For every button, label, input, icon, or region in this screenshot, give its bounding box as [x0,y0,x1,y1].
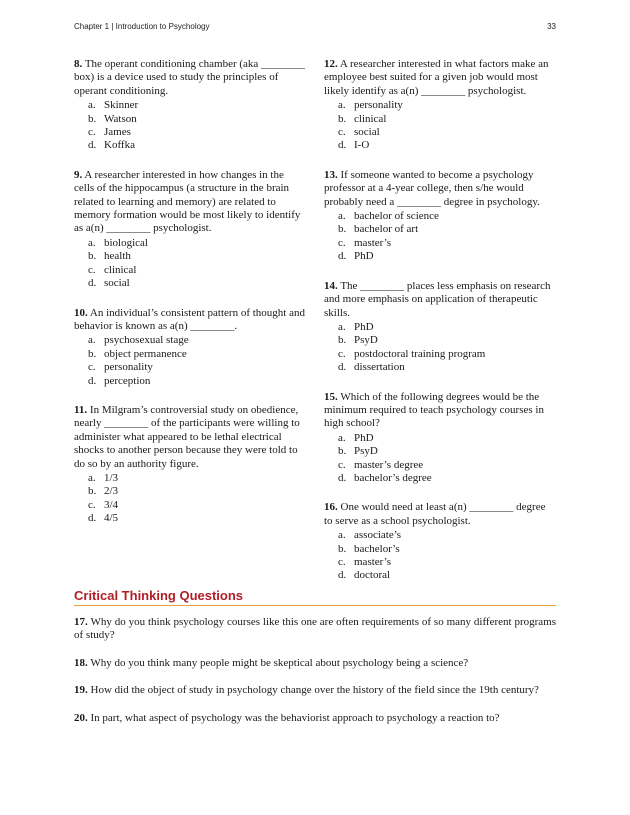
answer-option [324,361,556,374]
option-text: dissertation [354,361,405,374]
question-text: A researcher interested in what factors make an employee best suited for a given job would most likely identify as a(n) ________ psychologist. [324,58,549,97]
critical-question-17 [74,616,556,643]
section-heading: Critical Thinking Questions [74,588,556,606]
question-number: 11. [74,403,88,416]
option-text: personality [354,99,403,112]
option-letter: d. [338,361,347,374]
question-stem [324,280,556,320]
question-number: 20. [74,711,88,724]
question-stem [324,391,556,431]
option-letter: b. [338,445,347,458]
question-12 [324,58,556,153]
option-text: perception [104,374,151,387]
answer-option [324,334,556,347]
option-letter: c. [338,126,346,139]
option-letter: a. [338,320,346,333]
answer-option [324,99,556,112]
answer-option [74,499,306,512]
question-stem [74,404,306,471]
option-text: 4/5 [104,512,119,525]
question-number: 15. [324,390,338,403]
question-15 [324,391,556,486]
option-letter: b. [338,112,347,125]
question-number: 17. [74,616,88,628]
answer-options [74,99,306,153]
answer-option [324,459,556,472]
option-text: health [104,250,131,263]
answer-option [324,237,556,250]
option-letter: c. [88,126,96,139]
answer-option [324,250,556,263]
question-10 [74,307,306,388]
answer-option [324,543,556,556]
answer-option [324,472,556,485]
answer-option [324,223,556,236]
option-text: doctoral [354,569,391,582]
answer-option [74,277,306,290]
option-text: social [104,277,130,290]
option-letter: a. [338,99,346,112]
option-text: PhD [354,320,374,333]
question-stem [74,169,306,236]
answer-option [74,139,306,152]
answer-option [74,237,306,250]
option-letter: b. [338,542,347,555]
option-text: clinical [354,112,387,125]
question-number: 18. [74,656,88,669]
option-text: master’s [354,556,392,568]
answer-option [74,472,306,485]
question-number: 14. [324,279,338,292]
option-letter: c. [88,498,96,511]
critical-question-19 [74,684,556,697]
option-text: bachelor of art [354,223,419,236]
answer-option [74,99,306,112]
answer-option [74,250,306,263]
option-letter: a. [88,236,96,249]
option-text: PsyD [354,445,378,458]
answer-option [74,361,306,374]
question-text: A researcher interested in how changes in the cells of the hippocampus (a structure in the brain related to learning and memory) are related to memory formation would be most likely to identify as a(n) ________ psychologist. [74,168,301,235]
option-text: master’s [354,236,392,249]
option-text: bachelor’s [354,542,400,555]
option-letter: a. [338,529,346,542]
option-text: PhD [354,250,374,263]
option-letter: b. [88,250,97,263]
question-9 [74,169,306,291]
question-text: Which of the following degrees would be the minimum required to teach psychology courses in high school? [324,390,544,430]
option-letter: b. [88,112,97,125]
answer-option [324,139,556,152]
critical-thinking-section [74,588,556,725]
answer-options [324,321,556,375]
answer-option [74,348,306,361]
answer-option [324,529,556,542]
option-text: bachelor of science [354,210,439,223]
question-stem [74,58,306,98]
option-text: social [354,126,380,139]
question-number: 12. [324,58,338,70]
question-11 [74,404,306,526]
answer-option [324,348,556,361]
option-letter: d. [88,512,97,525]
question-stem [74,307,306,334]
option-letter: d. [338,139,347,152]
question-text: How did the object of study in psychology change over the history of the field since the 19th century? [90,684,539,697]
answer-options [324,529,556,583]
option-text: 3/4 [104,498,119,511]
option-text: object permanence [104,347,187,360]
answer-option [324,445,556,458]
answer-option [74,264,306,277]
answer-options [324,432,556,486]
question-stem [324,501,556,528]
question-text: The operant conditioning chamber (aka ________ box) is a device used to study the principles of operant conditioning. [74,58,306,97]
answer-options [74,334,306,388]
question-stem [324,169,556,209]
answer-option [324,569,556,582]
answer-option [324,210,556,223]
question-8 [74,58,306,153]
critical-question-18 [74,657,556,670]
question-14 [324,280,556,375]
question-text: One would need at least a(n) ________ degree to serve as a school psychologist. [324,501,546,527]
option-letter: b. [338,223,347,236]
answer-option [324,432,556,445]
chapter-title: Chapter 1 | Introduction to Psychology [74,22,210,31]
answer-option [74,113,306,126]
answer-option [74,375,306,388]
question-text: In part, what aspect of psychology was the behaviorist approach to psychology a reaction to? [90,711,500,724]
question-text: The ________ places less emphasis on research and more emphasis on application of therapeutic skills. [324,279,551,319]
question-text: In Milgram’s controversial study on obedience, nearly ________ of the participants were willing to administer what appeared to be lethal electrical shocks to another person because they were told to do so by an authority figure. [74,403,300,470]
page-number: 33 [547,22,556,31]
option-letter: d. [338,250,347,263]
question-text: An individual’s consistent pattern of thought and behavior is known as a(n) ________. [74,306,305,332]
option-text: PhD [354,431,374,444]
answer-option [324,126,556,139]
option-text: psychosexual stage [104,334,189,347]
option-letter: d. [88,374,97,387]
answer-option [324,113,556,126]
option-text: clinical [104,263,137,276]
question-number: 13. [324,168,338,181]
option-letter: d. [338,471,347,484]
option-letter: b. [88,347,97,360]
option-letter: c. [338,458,346,471]
option-letter: a. [88,334,96,347]
right-column [324,58,556,599]
option-text: master’s degree [354,458,424,471]
option-text: PsyD [354,334,378,347]
option-text: bachelor’s degree [354,471,432,484]
answer-option [324,556,556,569]
option-text: I-O [354,139,370,152]
question-number: 10. [74,306,88,319]
option-text: postdoctoral training program [354,347,486,360]
option-letter: b. [338,334,347,347]
answer-option [74,126,306,139]
running-head [74,22,556,36]
answer-option [324,321,556,334]
question-text: If someone wanted to become a psychology professor at a 4-year college, then s/he would probably need a ________ degree in psychology. [324,168,540,208]
option-text: biological [104,236,148,249]
critical-question-20 [74,712,556,725]
option-text: Koffka [104,139,135,152]
option-text: 2/3 [104,485,119,498]
question-16 [324,501,556,582]
question-stem [324,58,556,98]
option-letter: a. [88,99,96,112]
option-letter: c. [88,361,96,374]
option-text: associate’s [354,529,402,542]
option-letter: a. [338,210,346,223]
option-letter: d. [88,277,97,290]
question-number: 16. [324,501,338,514]
answer-options [324,210,556,264]
option-letter: c. [338,556,346,568]
question-number: 9. [74,168,83,181]
option-letter: c. [338,236,346,249]
option-letter: d. [88,139,97,152]
answer-option [74,512,306,525]
answer-options [74,472,306,526]
option-text: Watson [104,112,137,125]
answer-option [74,334,306,347]
option-text: James [104,126,131,139]
question-number: 19. [74,684,88,697]
question-text: Why do you think many people might be skeptical about psychology being a science? [90,656,469,669]
option-text: personality [104,361,153,374]
answer-options [74,237,306,291]
question-text: Why do you think psychology courses like this one are often requirements of so many different programs of study? [74,616,556,642]
option-letter: c. [338,347,346,360]
option-letter: a. [88,471,96,484]
option-letter: a. [338,431,346,444]
answer-options [324,99,556,153]
option-letter: c. [88,263,96,276]
option-letter: b. [88,485,97,498]
option-letter: d. [338,569,347,582]
left-column [74,58,306,542]
option-text: Skinner [104,99,139,112]
option-text: 1/3 [104,471,119,484]
question-number: 8. [74,58,83,70]
answer-option [74,485,306,498]
question-13 [324,169,556,264]
